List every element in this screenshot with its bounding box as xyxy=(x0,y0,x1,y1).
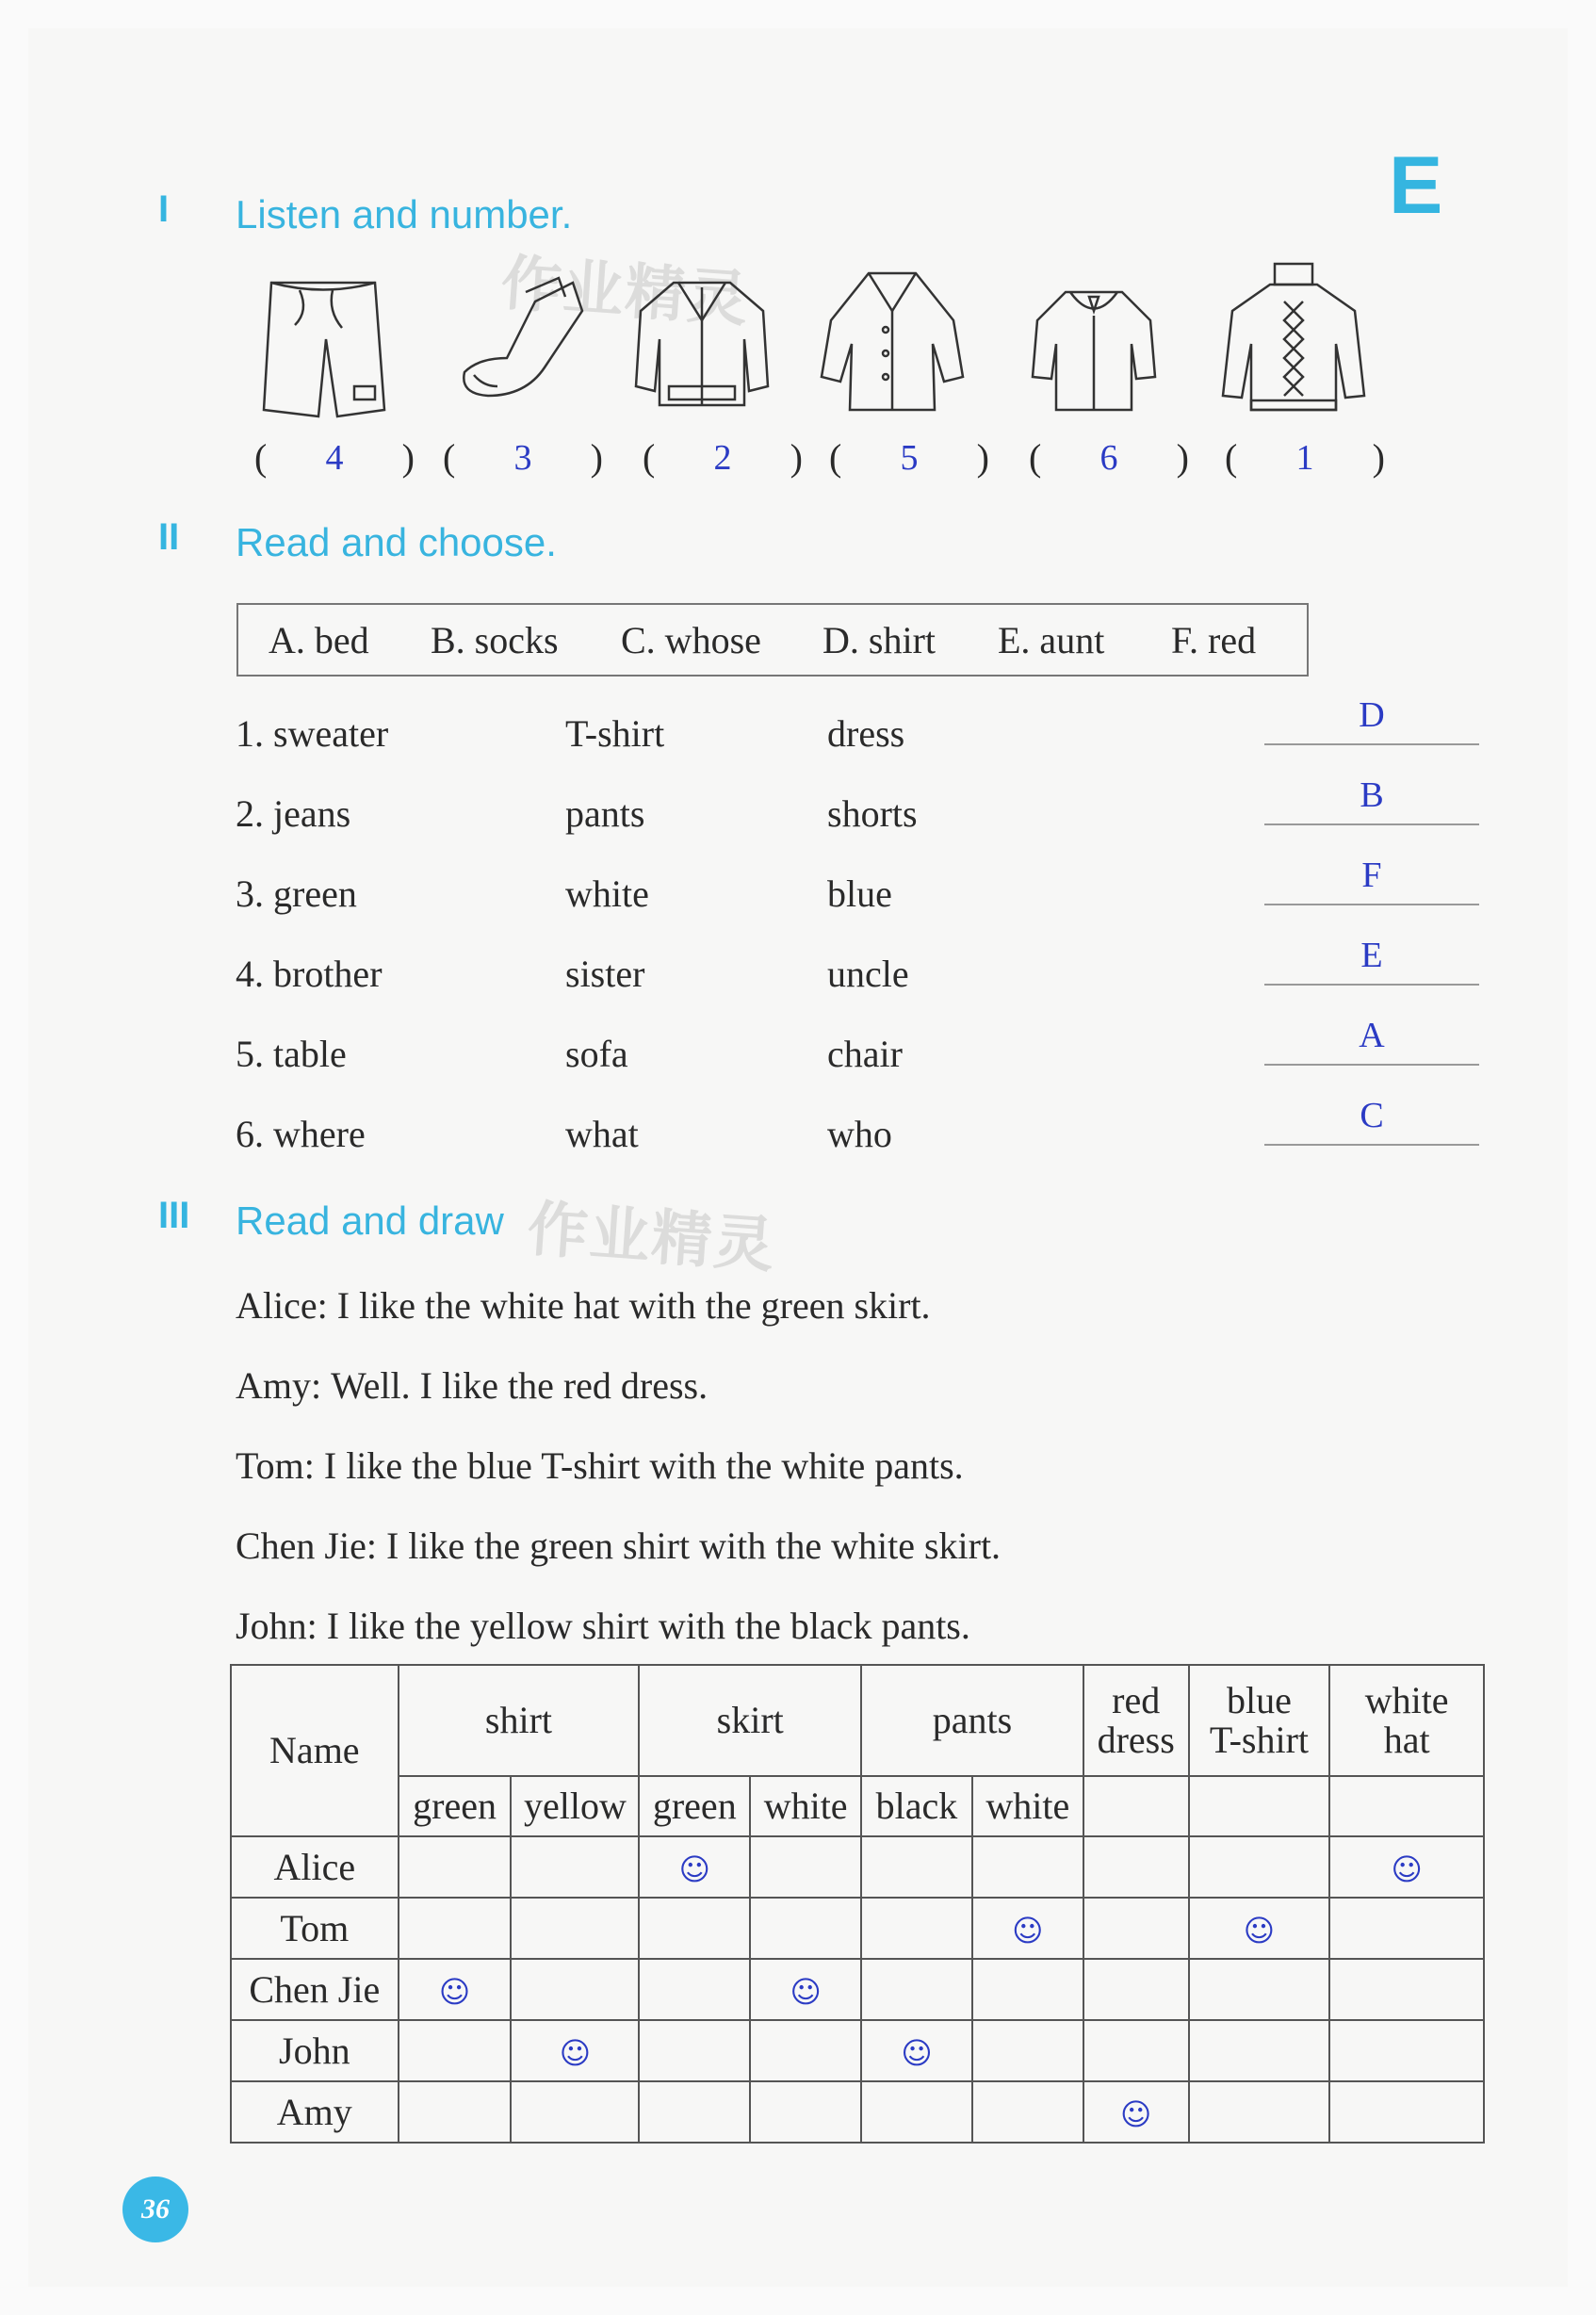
answer-blank xyxy=(1264,1011,1479,1066)
answer-paren-1: ( 4 ) xyxy=(254,436,415,479)
group-header-skirt: skirt xyxy=(639,1665,861,1776)
row-name: Amy xyxy=(231,2081,399,2143)
page-number: 36 xyxy=(122,2176,188,2242)
table-row xyxy=(231,1898,1484,1959)
smiley-face-icon: ☺ xyxy=(1391,1850,1423,1887)
section-2-title: Read and choose. xyxy=(236,520,557,564)
header-line: white xyxy=(1364,1679,1449,1721)
word-3: dress xyxy=(827,712,905,755)
dialog-line xyxy=(236,1283,931,1328)
table-cell[interactable] xyxy=(399,1898,512,1959)
section-1-title: Listen and number. xyxy=(236,192,573,236)
table-cell[interactable] xyxy=(972,2081,1083,2143)
smiley-face-icon: ☺ xyxy=(678,1850,710,1887)
header-line: dress xyxy=(1097,1719,1175,1761)
name-header: Name xyxy=(231,1665,399,1836)
dialog-line xyxy=(236,1524,1001,1568)
word-3: who xyxy=(827,1113,892,1155)
table-cell[interactable] xyxy=(1329,1836,1484,1898)
preference-table xyxy=(230,1664,1485,2144)
table-cell[interactable] xyxy=(1083,1959,1189,2020)
watermark: 作业精灵 xyxy=(525,1194,778,1282)
sub-header: white xyxy=(750,1776,861,1836)
speaker: Tom: xyxy=(236,1444,315,1487)
smiley-face-icon: ☺ xyxy=(438,1973,471,2010)
sub-header: white xyxy=(972,1776,1083,1836)
answer-blank xyxy=(1264,1091,1479,1146)
answer-4: 5 xyxy=(900,437,919,478)
table-cell[interactable] xyxy=(861,2081,972,2143)
table-cell[interactable] xyxy=(861,1959,972,2020)
answer-blank xyxy=(1264,931,1479,986)
blank-answer: A xyxy=(1359,1016,1385,1055)
answer-2: 3 xyxy=(513,437,532,478)
question-row xyxy=(236,856,1382,928)
question-row xyxy=(236,1096,1384,1168)
dialog-text: I like the blue T-shirt with the white pants. xyxy=(323,1444,964,1487)
word-3: blue xyxy=(827,872,892,915)
word-2: sofa xyxy=(565,1033,628,1075)
option-d: D. shirt xyxy=(822,618,936,661)
dialog-text: I like the green shirt with the white skirt. xyxy=(385,1524,1002,1567)
table-cell[interactable] xyxy=(639,1836,750,1898)
table-cell[interactable] xyxy=(972,2020,1083,2081)
word-1: 6. where xyxy=(236,1113,366,1155)
row-name: Chen Jie xyxy=(231,1959,399,2020)
dialog-line xyxy=(236,1363,708,1408)
speaker: John: xyxy=(236,1605,318,1647)
smiley-face-icon: ☺ xyxy=(790,1973,822,2010)
table-cell[interactable] xyxy=(1329,2020,1484,2081)
answer-paren-3: ( 2 ) xyxy=(643,436,803,479)
section-3-number: III xyxy=(158,1195,190,1236)
answer-1: 4 xyxy=(325,437,344,478)
table-cell[interactable] xyxy=(750,2020,861,2081)
jacket-icon xyxy=(622,254,782,424)
table-cell[interactable] xyxy=(1329,2081,1484,2143)
blank-answer: E xyxy=(1360,936,1383,975)
table-cell[interactable] xyxy=(1189,2081,1330,2143)
answer-6: 1 xyxy=(1295,437,1314,478)
word-options-box xyxy=(236,603,1309,677)
smiley-face-icon: ☺ xyxy=(1243,1912,1276,1948)
smiley-face-icon: ☺ xyxy=(1120,2095,1152,2132)
sub-header: black xyxy=(861,1776,972,1836)
dialog-text: Well. I like the red dress. xyxy=(331,1364,708,1407)
row-name: John xyxy=(231,2020,399,2081)
word-1: 2. jeans xyxy=(236,792,351,835)
unit-letter: E xyxy=(1389,140,1443,231)
sub-header-empty xyxy=(1083,1776,1189,1836)
table-cell[interactable] xyxy=(750,1898,861,1959)
table-cell[interactable] xyxy=(1189,1898,1330,1959)
option-a: A. bed xyxy=(269,618,369,661)
answer-blank xyxy=(1264,691,1479,745)
word-3: chair xyxy=(827,1033,903,1075)
option-c: C. whose xyxy=(621,618,761,661)
speaker: Chen Jie: xyxy=(236,1524,377,1567)
row-name: Alice xyxy=(231,1836,399,1898)
table-cell[interactable] xyxy=(639,2081,750,2143)
blouse-icon xyxy=(1014,254,1174,424)
table-cell[interactable] xyxy=(639,1898,750,1959)
table-cell[interactable] xyxy=(750,2081,861,2143)
table-cell[interactable] xyxy=(1189,1959,1330,2020)
header-white-hat xyxy=(1329,1665,1484,1776)
table-cell[interactable] xyxy=(399,2081,512,2143)
word-2: pants xyxy=(565,792,645,835)
table-cell[interactable] xyxy=(1329,1898,1484,1959)
dialog-line xyxy=(236,1604,970,1648)
group-header-shirt: shirt xyxy=(399,1665,640,1776)
word-1: 4. brother xyxy=(236,953,383,995)
blank-answer: F xyxy=(1361,856,1382,895)
answer-paren-4: ( 5 ) xyxy=(829,436,989,479)
section-1-number: I xyxy=(158,188,170,230)
table-cell[interactable] xyxy=(1083,2081,1189,2143)
table-cell[interactable] xyxy=(639,1959,750,2020)
answer-5: 6 xyxy=(1099,437,1118,478)
table-cell[interactable] xyxy=(1189,1836,1330,1898)
question-row xyxy=(236,695,1385,768)
sub-header-empty xyxy=(1329,1776,1484,1836)
table-cell[interactable] xyxy=(1189,2020,1330,2081)
sub-header: green xyxy=(399,1776,512,1836)
table-cell[interactable] xyxy=(511,1898,639,1959)
coat-icon xyxy=(812,254,972,424)
header-line: hat xyxy=(1383,1719,1430,1761)
answer-blank xyxy=(1264,851,1479,905)
question-row xyxy=(236,1016,1385,1088)
table-body xyxy=(231,1836,1484,2143)
table-cell[interactable] xyxy=(399,1959,512,2020)
table-row xyxy=(231,2020,1484,2081)
answer-blank xyxy=(1264,771,1479,825)
sub-header: green xyxy=(639,1776,750,1836)
header-line: red xyxy=(1112,1679,1161,1721)
answer-paren-6: ( 1 ) xyxy=(1225,436,1385,479)
option-e: E. aunt xyxy=(998,618,1105,661)
table-row xyxy=(231,1959,1484,2020)
table-cell[interactable] xyxy=(1083,1898,1189,1959)
blank-answer: C xyxy=(1360,1096,1384,1135)
table-cell[interactable] xyxy=(861,2020,972,2081)
word-3: shorts xyxy=(827,792,918,835)
dialog-text: I like the yellow shirt with the black pants. xyxy=(326,1605,970,1647)
table-cell[interactable] xyxy=(861,1898,972,1959)
table-cell[interactable] xyxy=(399,2020,512,2081)
question-row xyxy=(236,775,1384,848)
smiley-face-icon: ☺ xyxy=(1012,1912,1044,1948)
table-cell[interactable] xyxy=(511,1959,639,2020)
table-cell[interactable] xyxy=(1083,2020,1189,2081)
watermark: 作业精灵 xyxy=(498,248,752,336)
question-row xyxy=(236,936,1383,1008)
table-cell[interactable] xyxy=(1083,1836,1189,1898)
table-cell[interactable] xyxy=(972,1959,1083,2020)
sub-header: yellow xyxy=(511,1776,639,1836)
table-cell[interactable] xyxy=(399,1836,512,1898)
section-3-title: Read and draw xyxy=(236,1198,504,1243)
word-2: white xyxy=(565,872,649,915)
option-f: F. red xyxy=(1171,618,1257,661)
answer-3: 2 xyxy=(713,437,732,478)
row-name: Tom xyxy=(231,1898,399,1959)
sweater-icon xyxy=(1213,254,1374,424)
table-cell[interactable] xyxy=(511,2020,639,2081)
dialog-line xyxy=(236,1443,964,1488)
header-red-dress xyxy=(1083,1665,1189,1776)
word-1: 5. table xyxy=(236,1033,347,1075)
table-cell[interactable] xyxy=(1329,1959,1484,2020)
table-row xyxy=(231,2081,1484,2143)
header-blue-tshirt xyxy=(1189,1665,1330,1776)
answer-paren-5: ( 6 ) xyxy=(1029,436,1189,479)
option-b: B. socks xyxy=(431,618,559,661)
table-cell[interactable] xyxy=(750,1959,861,2020)
table-cell[interactable] xyxy=(750,1836,861,1898)
smiley-face-icon: ☺ xyxy=(901,2034,933,2071)
table-cell[interactable] xyxy=(511,2081,639,2143)
word-2: what xyxy=(565,1113,639,1155)
speaker: Amy: xyxy=(236,1364,322,1407)
header-line: T-shirt xyxy=(1209,1719,1310,1761)
word-2: sister xyxy=(565,953,645,995)
word-3: uncle xyxy=(827,953,909,995)
word-1: 1. sweater xyxy=(236,712,389,755)
blank-answer: B xyxy=(1360,775,1384,815)
table-cell[interactable] xyxy=(972,1898,1083,1959)
section-2-number: II xyxy=(158,516,180,558)
dialog-text: I like the white hat with the green skirt. xyxy=(336,1284,931,1327)
group-header-pants: pants xyxy=(861,1665,1083,1776)
blank-answer: D xyxy=(1359,695,1385,735)
table-row xyxy=(231,1836,1484,1898)
word-1: 3. green xyxy=(236,872,357,915)
speaker: Alice: xyxy=(236,1284,328,1327)
socks-icon xyxy=(441,254,601,424)
word-2: T-shirt xyxy=(565,712,665,755)
table-cell[interactable] xyxy=(639,2020,750,2081)
smiley-face-icon: ☺ xyxy=(559,2034,592,2071)
table-cell[interactable] xyxy=(511,1836,639,1898)
shorts-icon xyxy=(243,254,403,424)
table-cell[interactable] xyxy=(972,1836,1083,1898)
header-line: blue xyxy=(1227,1679,1292,1721)
sub-header-empty xyxy=(1189,1776,1330,1836)
answer-paren-2: ( 3 ) xyxy=(443,436,603,479)
table-cell[interactable] xyxy=(861,1836,972,1898)
